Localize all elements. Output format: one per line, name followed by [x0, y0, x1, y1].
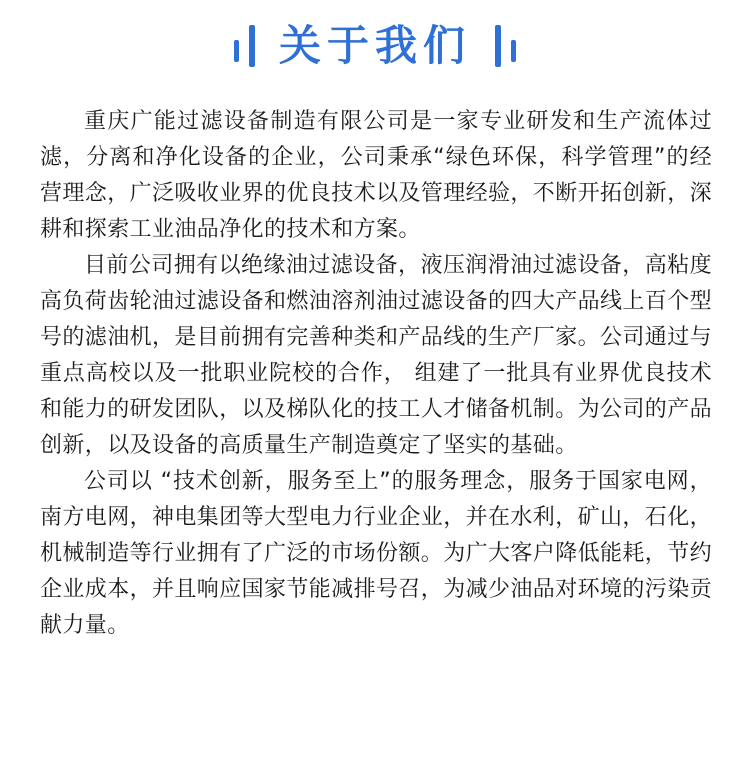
paragraph-service: 公司以 “技术创新，服务至上”的服务理念，服务于国家电网，南方电网，神电集团等大型电力行业企业，并在水利，矿山，石化，机械制造等行业拥有了广泛的市场份额。为广大客户降低能耗，节约企业成本，并且响应国家节能减排号召，为减少油品对环境的污染贡献力量。 [40, 469, 713, 638]
title-decoration-right [495, 25, 516, 67]
title-decoration-left [234, 25, 255, 67]
decor-bar-thick-left [249, 25, 255, 67]
paragraph-products: 目前公司拥有以绝缘油过滤设备，液压润滑油过滤设备，高粘度高负荷齿轮油过滤设备和燃油溶剂油过滤设备的四大产品线上百个型号的滤油机，是目前拥有完善种类和产品线的生产厂家。公司通过与重点高校以及一批职业院校的合作， 组建了一批具有业界优良技术和能力的研发团队，以及梯队化的技工人才储备机制。为公司的产品创新，以及设备的高质量生产制造奠定了坚实的基础。 [40, 253, 713, 458]
paragraph-intro: 重庆广能过滤设备制造有限公司是一家专业研发和生产流体过滤，分离和净化设备的企业，公司秉承“绿色环保，科学管理”的经营理念，广泛吸收业界的优良技术以及管理经验，不断开拓创新，深耕和探索工业油品净化的技术和方案。 [40, 109, 713, 242]
decor-bar-thin-right [511, 40, 516, 62]
decor-bar-thick-right [495, 25, 501, 67]
about-content [40, 104, 712, 644]
page-title: 关于我们 [278, 21, 471, 70]
section-header [0, 14, 750, 78]
decor-bar-thin-left [234, 40, 239, 62]
